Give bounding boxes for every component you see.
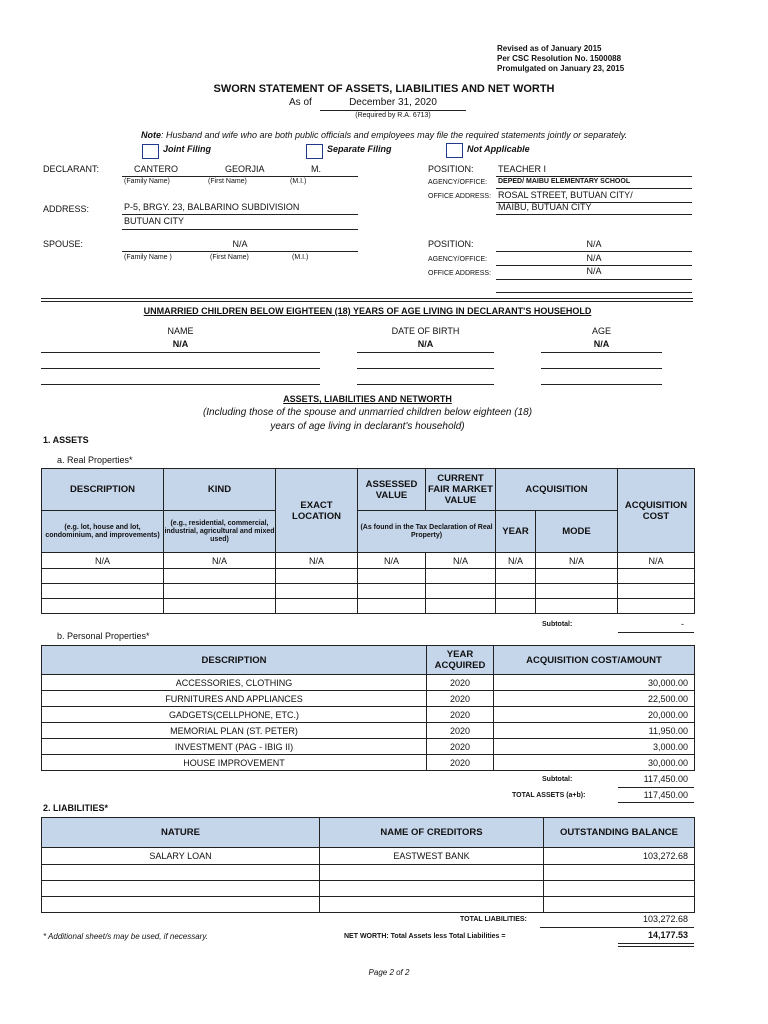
total-liabilities: 103,272.68 [642, 914, 688, 924]
personal-cost: 22,500.00 [494, 691, 695, 707]
declarant-label: DECLARANT: [43, 164, 100, 174]
personal-cost: 20,000.00 [494, 707, 695, 723]
personal-desc: HOUSE IMPROVEMENT [42, 755, 427, 771]
children-name-label: NAME [167, 326, 194, 336]
address-line-1: P-5, BRGY. 23, BALBARINO SUBDIVISION [124, 202, 300, 212]
joint-filing-label: Joint Filing [163, 144, 211, 154]
table-row [42, 881, 695, 897]
joint-filing-checkbox[interactable] [142, 144, 159, 159]
real-desc-header: DESCRIPTION [42, 469, 164, 511]
real-subtotal-label: Subtotal: [542, 621, 573, 628]
personal-cost: 11,950.00 [494, 723, 695, 739]
liabilities-table [41, 817, 695, 913]
spouse-mi-caption: (M.I.) [292, 254, 309, 261]
children-age-label: AGE [591, 326, 611, 336]
table-row [42, 599, 695, 614]
liab-balance-header: OUTSTANDING BALANCE [544, 818, 695, 848]
revision-line-3: Promulgated on January 23, 2015 [497, 64, 625, 73]
personal-subtotal: 117,450.00 [643, 774, 688, 784]
personal-cost-header: ACQUISITION COST/AMOUNT [494, 646, 695, 675]
real-cell: N/A [276, 553, 358, 569]
spouse-office-address-label: OFFICE ADDRESS: [428, 270, 492, 277]
table-row [42, 865, 695, 881]
address-label: ADDRESS: [43, 204, 90, 214]
real-acquisition-header: ACQUISITION [496, 469, 618, 511]
table-row [42, 707, 695, 723]
liab-creditor: EASTWEST BANK [320, 848, 544, 865]
personal-year: 2020 [427, 691, 494, 707]
personal-subtotal-label: Subtotal: [542, 776, 573, 783]
spouse-label: SPOUSE: [43, 239, 84, 249]
agency-label: AGENCY/OFFICE: [428, 179, 488, 186]
declarant-first-name: GEORJIA [225, 164, 265, 174]
real-mode-header: MODE [536, 511, 618, 553]
as-of-date: December 31, 2020 [349, 97, 437, 108]
spouse-name: N/A [232, 239, 248, 249]
liabilities-heading: 2. LIABILITIES* [43, 803, 109, 813]
children-heading: UNMARRIED CHILDREN BELOW EIGHTEEN (18) YEARS OF AGE LIVING IN DECLARANT'S HOUSEHOLD [143, 306, 592, 316]
page-title: SWORN STATEMENT OF ASSETS, LIABILITIES AND NET WORTH [213, 83, 555, 95]
personal-desc: INVESTMENT (PAG - IBIG II) [42, 739, 427, 755]
real-cell: N/A [358, 553, 426, 569]
mi-caption: (M.I.) [290, 178, 307, 185]
real-fmv-header: CURRENT FAIR MARKET VALUE [426, 469, 496, 511]
declarant-mi: M. [311, 164, 321, 174]
spouse-position-label: POSITION: [428, 239, 474, 249]
table-row [42, 848, 695, 865]
child-name: N/A [172, 339, 189, 349]
personal-properties-label: b. Personal Properties* [57, 631, 150, 641]
real-subtotal: - [681, 619, 684, 629]
filing-note: Note: Husband and wife who are both public officials and employees may file the required statements jointly or separately. [140, 130, 628, 140]
first-name-caption: (First Name) [208, 178, 247, 185]
office-address-line-2: MAIBU, BUTUAN CITY [498, 202, 592, 212]
spouse-office-address: N/A [586, 266, 602, 276]
required-note: (Required by R.A. 6713) [355, 112, 431, 119]
personal-cost: 30,000.00 [494, 675, 695, 691]
personal-year: 2020 [427, 739, 494, 755]
total-assets-label: TOTAL ASSETS (a+b): [512, 792, 586, 799]
real-properties-label: a. Real Properties* [57, 455, 133, 465]
personal-year: 2020 [427, 707, 494, 723]
personal-desc-header: DESCRIPTION [42, 646, 427, 675]
table-row [42, 553, 695, 569]
real-assessed-header: ASSESSED VALUE [358, 469, 426, 511]
declarant-position: TEACHER I [498, 164, 547, 174]
address-line-2: BUTUAN CITY [124, 216, 185, 226]
real-kind-note: (e.g., residential, commercial, industrial, agricultural and mixed used) [164, 511, 276, 553]
net-worth-label: NET WORTH: Total Assets less Total Liabilities = [344, 933, 506, 940]
real-cell: N/A [536, 553, 618, 569]
real-cell: N/A [164, 553, 276, 569]
personal-year: 2020 [427, 675, 494, 691]
table-row [42, 569, 695, 584]
personal-year-header: YEAR ACQUIRED [427, 646, 494, 675]
real-cell: N/A [426, 553, 496, 569]
separate-filing-label: Separate Filing [327, 144, 392, 154]
real-cell: N/A [42, 553, 164, 569]
personal-year: 2020 [427, 755, 494, 771]
real-location-header: EXACT LOCATION [276, 469, 358, 553]
spouse-position: N/A [586, 239, 602, 249]
real-year-header: YEAR [496, 511, 536, 553]
real-tax-note: (As found in the Tax Declaration of Real Property) [358, 511, 496, 553]
table-row [42, 675, 695, 691]
spouse-agency-label: AGENCY/OFFICE: [428, 256, 488, 263]
personal-desc: MEMORIAL PLAN (ST. PETER) [42, 723, 427, 739]
personal-desc: GADGETS(CELLPHONE, ETC.) [42, 707, 427, 723]
table-row [42, 723, 695, 739]
liab-nature: SALARY LOAN [42, 848, 320, 865]
spouse-first-caption: (First Name) [210, 254, 249, 261]
spouse-family-caption: (Family Name ) [124, 254, 172, 261]
declarant-family-name: CANTERO [134, 164, 179, 174]
real-acq-cost-header: ACQUISITION COST [618, 469, 695, 553]
not-applicable-label: Not Applicable [467, 144, 530, 154]
personal-year: 2020 [427, 723, 494, 739]
not-applicable-checkbox[interactable] [446, 143, 463, 158]
child-age: N/A [593, 339, 610, 349]
child-dob: N/A [417, 339, 434, 349]
personal-desc: ACCESSORIES, CLOTHING [42, 675, 427, 691]
aln-subtitle-2: years of age living in declarant's household) [270, 421, 465, 432]
office-address-label: OFFICE ADDRESS: [428, 193, 492, 200]
aln-subtitle-1: (Including those of the spouse and unmarried children below eighteen (18) [202, 407, 533, 418]
as-of-label: As of [289, 97, 312, 108]
total-liabilities-label: TOTAL LIABILITIES: [460, 916, 527, 923]
spouse-agency: N/A [586, 253, 602, 263]
personal-cost: 30,000.00 [494, 755, 695, 771]
position-label: POSITION: [428, 164, 474, 174]
footnote: * Additional sheet/s may be used, if necessary. [43, 932, 208, 941]
real-desc-note: (e.g. lot, house and lot, condominium, and improvements) [42, 511, 164, 553]
page-number: Page 2 of 2 [368, 968, 410, 977]
total-assets: 117,450.00 [643, 790, 688, 800]
children-dob-label: DATE OF BIRTH [391, 326, 460, 336]
real-kind-header: KIND [164, 469, 276, 511]
family-name-caption: (Family Name) [124, 178, 170, 185]
revision-line-2: Per CSC Resolution No. 1500088 [497, 54, 622, 63]
net-worth: 14,177.53 [647, 930, 688, 940]
assets-heading: 1. ASSETS [43, 435, 89, 445]
personal-desc: FURNITURES AND APPLIANCES [42, 691, 427, 707]
table-row [42, 897, 695, 913]
table-row [42, 584, 695, 599]
table-row [42, 739, 695, 755]
aln-heading: ASSETS, LIABILITIES AND NETWORTH [283, 394, 452, 404]
real-properties-table [41, 468, 695, 614]
table-row [42, 691, 695, 707]
liab-creditors-header: NAME OF CREDITORS [320, 818, 544, 848]
personal-cost: 3,000.00 [494, 739, 695, 755]
separate-filing-checkbox[interactable] [306, 144, 323, 159]
declarant-agency: DEPED/ MAIBU ELEMENTARY SCHOOL [498, 178, 631, 185]
liab-balance: 103,272.68 [544, 848, 695, 865]
revision-line-1: Revised as of January 2015 [497, 44, 602, 53]
personal-properties-table [41, 645, 695, 771]
office-address-line-1: ROSAL STREET, BUTUAN CITY/ [498, 190, 633, 200]
table-row [42, 755, 695, 771]
real-cell: N/A [618, 553, 695, 569]
liab-nature-header: NATURE [42, 818, 320, 848]
real-cell: N/A [496, 553, 536, 569]
